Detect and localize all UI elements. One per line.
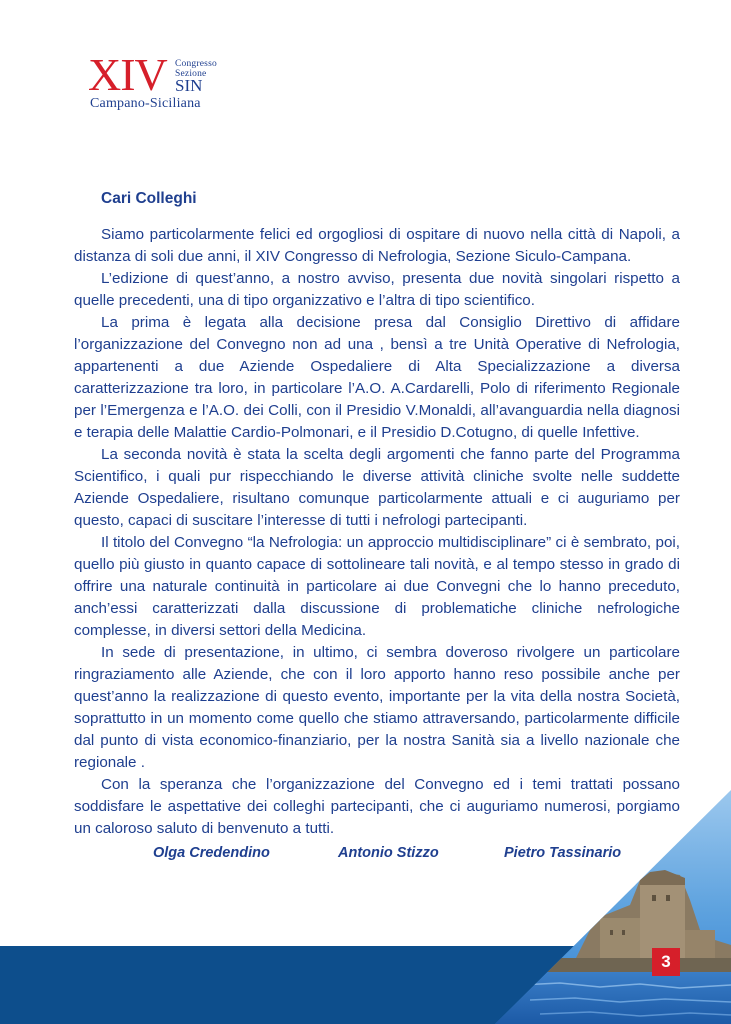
paragraph: Con la speranza che l’organizzazione del Convegno ed i temi trattati possano soddisfare le aspettative dei colleghi partecipanti, che ci auguriamo numerosi, porgiamo un caloroso saluto di benvenuto a tutti. bbox=[74, 776, 680, 837]
paragraph: Il titolo del Convegno “la Nefrologia: un approccio multidisciplinare” ci è sembrato, poi, quello più giusto in quanto capace di sottolineare tali novità, e al tempo stesso in grado di offrire una naturale continuità in particolare ai due Convegni che lo hanno preceduto, anch’essi caratterizzati dalla discussione di problematiche cliniche nefrologiche complesse, in diversi settori della Medicina. bbox=[74, 534, 680, 639]
logo-campano-siciliana: Campano-Siciliana bbox=[90, 96, 201, 111]
page-number: 3 bbox=[661, 952, 671, 971]
logo-sin: SIN bbox=[175, 76, 203, 95]
signature-tassinario: Pietro Tassinario bbox=[504, 845, 622, 861]
paragraph: In sede di presentazione, in ultimo, ci sembra doveroso rivolgere un particolare ringraziamento alle Aziende, che con il loro apporto hanno reso possibile anche per quest’anno la realizzazione di questo evento, importante per la vita della nostra Società, soprattutto in un momento come quello che stiamo attraversando, particolarmente difficile dal punto di vista economico-finanziario, per la nostra Sanità sia a livello nazionale che regionale . bbox=[74, 644, 680, 771]
paragraph: La seconda novità è stata la scelta degli argomenti che fanno parte del Programma Scientifico, i quali pur rispecchiando le diverse attività cliniche svolte nelle suddette Aziende Ospedaliere, risultano comunque particolarmente attuali e ci auguriamo per questo, capaci di suscitare l’interesse di tutti i nefrologi partecipanti. bbox=[74, 446, 680, 529]
paragraph: Siamo particolarmente felici ed orgogliosi di ospitare di nuovo nella città di Napoli, a distanza di soli due anni, il XIV Congresso di Nefrologia, Sezione Siculo-Campana. bbox=[74, 226, 680, 265]
salutation: Cari Colleghi bbox=[101, 190, 197, 207]
paragraph: L’edizione di quest’anno, a nostro avviso, presenta due novità singolari rispetto a quelle precedenti, una di tipo organizzativo e l’altra di tipo scientifico. bbox=[74, 270, 680, 309]
paragraph: La prima è legata alla decisione presa dal Consiglio Direttivo di affidare l’organizzazione del Convegno non ad una , bensì a tre Unità Operative di Nefrologia, appartenenti a due Aziende Ospedaliere di Alta Specializzazione a diversa caratterizzazione tra loro, in particolare l’A.O. A.Cardarelli, Polo di riferimento Regionale per l’Emergenza e l’A.O. dei Colli, con il Presidio V.Monaldi, all’avanguardia nella diagnosi e terapia delle Malattie Cardio-Polmonari, e il Presidio D.Cotugno, di quelle Infettive. bbox=[74, 314, 680, 441]
signature-stizzo: Antonio Stizzo bbox=[338, 845, 439, 861]
logo-sezione: Sezione bbox=[175, 69, 207, 79]
signature-credendino: Olga Credendino bbox=[153, 845, 270, 861]
logo-congresso: Congresso bbox=[175, 59, 217, 69]
castel-dell-ovo-photo bbox=[495, 790, 731, 1024]
logo-numeral: XIV bbox=[88, 49, 167, 100]
